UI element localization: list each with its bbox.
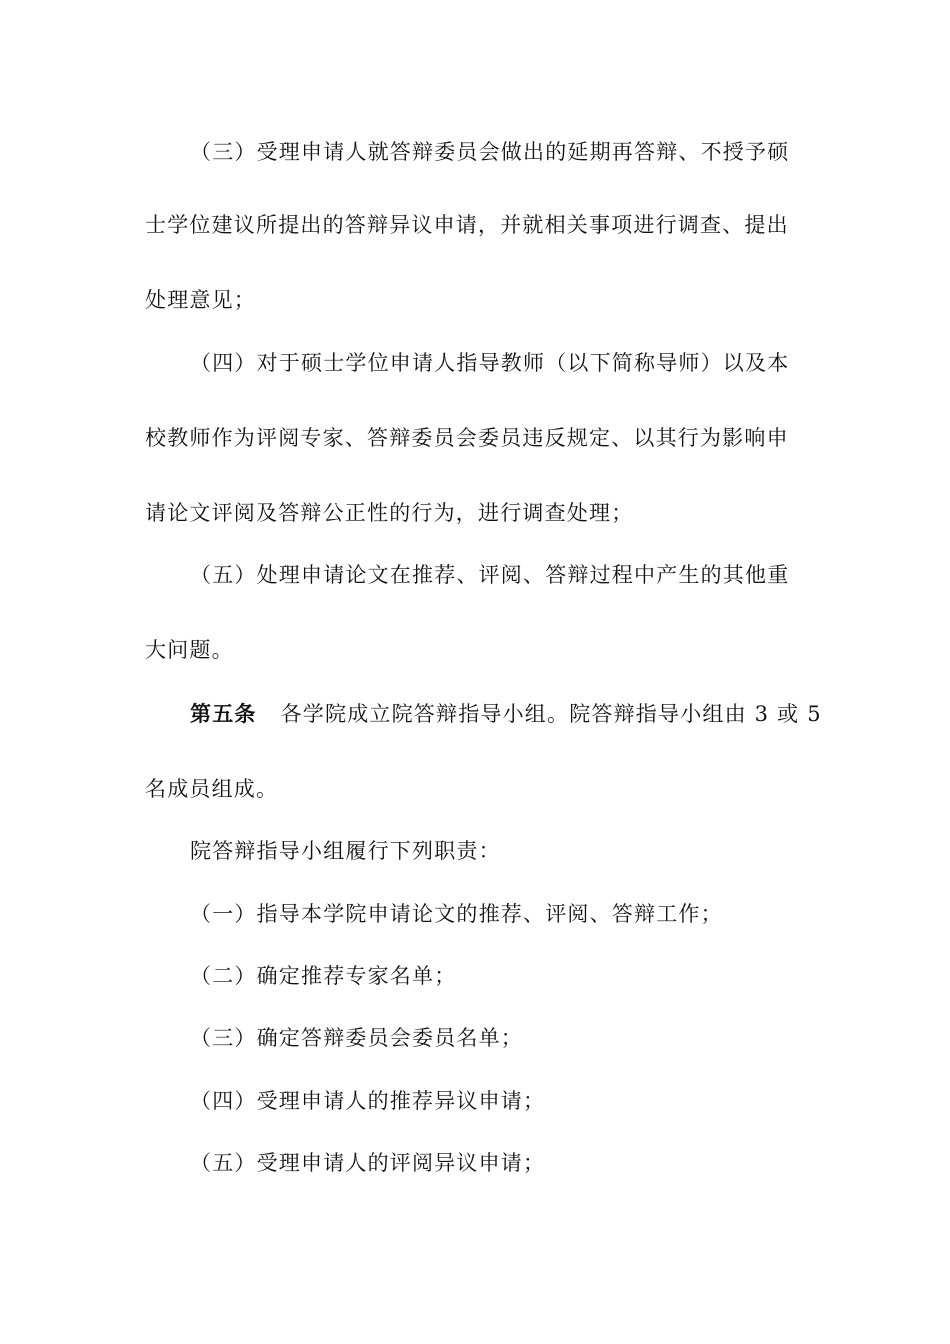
article-5-line-2: 名成员组成。 bbox=[145, 777, 279, 801]
duty-item-2: （二）确定推荐专家名单； bbox=[190, 964, 457, 988]
duty-item-4: （四）受理申请人的推荐异议申请； bbox=[190, 1089, 546, 1113]
paragraph-3-line-2: 士学位建议所提出的答辩异议申请，并就相关事项进行调查、提出 bbox=[145, 213, 789, 237]
paragraph-3-line-1: （三）受理申请人就答辩委员会做出的延期再答辩、不授予硕 bbox=[190, 140, 790, 164]
article-5-heading: 第五条 bbox=[190, 702, 257, 726]
duty-item-1: （一）指导本学院申请论文的推荐、评阅、答辩工作； bbox=[190, 902, 723, 926]
duty-item-5: （五）受理申请人的评阅异议申请； bbox=[190, 1151, 546, 1175]
article-5-line-1 bbox=[190, 700, 822, 728]
paragraph-4-line-3: 请论文评阅及答辩公正性的行为，进行调查处理； bbox=[145, 501, 634, 525]
paragraph-5-line-2: 大问题。 bbox=[145, 638, 234, 662]
duty-item-3: （三）确定答辩委员会委员名单； bbox=[190, 1026, 523, 1050]
paragraph-5-line-1: （五）处理申请论文在推荐、评阅、答辩过程中产生的其他重 bbox=[190, 563, 790, 587]
paragraph-4-line-1: （四）对于硕士学位申请人指导教师（以下简称导师）以及本 bbox=[190, 351, 790, 375]
article-5-text: 各学院成立院答辩指导小组。院答辩指导小组由 3 或 5 bbox=[280, 702, 822, 726]
duties-intro: 院答辩指导小组履行下列职责： bbox=[190, 839, 501, 863]
paragraph-3-line-3: 处理意见； bbox=[145, 288, 256, 312]
paragraph-4-line-2: 校教师作为评阅专家、答辩委员会委员违反规定、以其行为影响申 bbox=[145, 426, 789, 450]
